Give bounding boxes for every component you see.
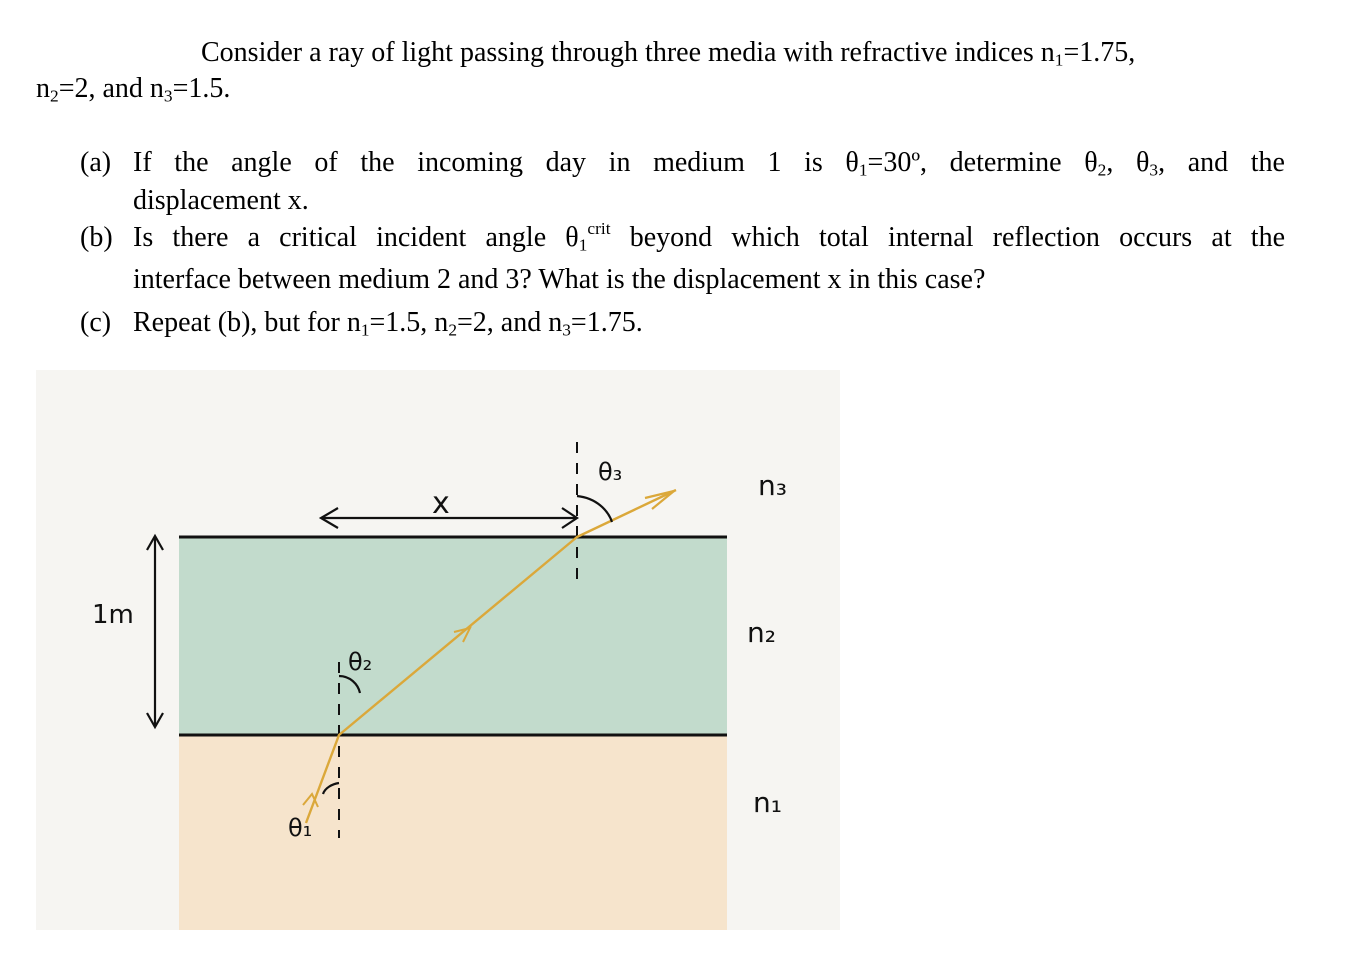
part-b-line-1: Is there a critical incident angle $\theta_1^{crit}$ beyond which total internal reflection occurs at the bbox=[133, 218, 1285, 255]
part-b-label: (b) bbox=[80, 222, 113, 253]
intro-line-1: Consider a ray of light passing through three media with refractive indices $n_1=1.75$, bbox=[201, 37, 1136, 70]
label-theta3: θ₃ bbox=[598, 458, 623, 486]
refraction-diagram bbox=[36, 370, 840, 930]
part-a-line-1: If the angle of the incoming day in medium 1 is $\theta_1=30º$, determine $\theta_2$, $\theta_3$, and the bbox=[133, 147, 1285, 180]
part-b-line-2: interface between medium 2 and 3? What is the displacement x in this case? bbox=[133, 264, 986, 295]
label-n3: n₃ bbox=[758, 469, 787, 502]
medium-1-region bbox=[179, 735, 727, 930]
part-c-line: Repeat (b), but for $n_1=1.5$, $n_2=2$, and $n_3=1.75$. bbox=[133, 307, 643, 340]
label-height: 1m bbox=[92, 600, 134, 630]
part-c-label: (c) bbox=[80, 307, 112, 338]
part-a-label: (a) bbox=[80, 147, 112, 178]
label-n2: n₂ bbox=[747, 616, 776, 649]
intro-line-2: $n_2=2$, and $n_3=1.5$. bbox=[36, 73, 231, 106]
medium-2-region bbox=[179, 537, 727, 735]
label-theta1: θ₁ bbox=[288, 814, 313, 842]
label-theta2: θ₂ bbox=[348, 648, 373, 676]
label-n1: n₁ bbox=[753, 786, 782, 819]
part-a-line-2: displacement x. bbox=[133, 185, 309, 216]
label-x: x bbox=[432, 486, 450, 521]
